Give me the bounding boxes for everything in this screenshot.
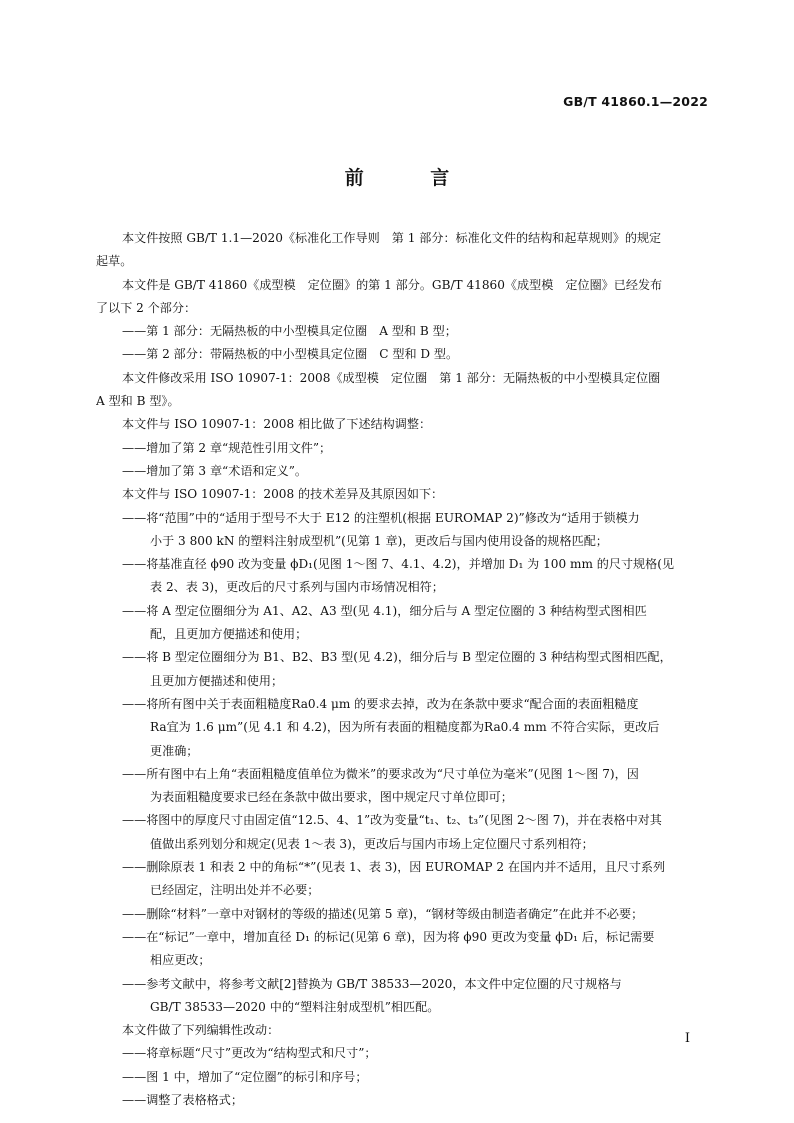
text-line: ——第 2 部分：带隔热板的中小型模具定位圈 C 型和 D 型。	[122, 347, 459, 362]
text-line: ——将所有图中关于表面粗糙度Ra0.4 μm 的要求去掉，改为在条款中要求“配合面的表面粗糙度	[122, 696, 639, 711]
text-line: ——将 B 型定位圈细分为 B1、B2、B3 型(见 4.2)，细分后与 B 型定位圈的 3 种结构型式图相匹配，	[122, 650, 672, 665]
text-line: 本文件做了下列编辑性改动：	[122, 1023, 280, 1038]
text-line: 已经固定，注明出处并不必要；	[150, 883, 320, 898]
text-line: ——调整了表格格式；	[122, 1092, 243, 1107]
text-line: ——删除“材料”一章中对钢材的等级的描述(见第 5 章)，“钢材等级由制造者确定”在此并不必要；	[122, 906, 644, 921]
text-line: ——增加了第 2 章“规范性引用文件”；	[122, 440, 332, 455]
text-line: ——将“范围”中的“适用于型号不大于 E12 的注塑机(根据 EUROMAP 2)”修改为“适用于锁模力	[122, 510, 640, 525]
text-line: 且更加方便描述和使用；	[150, 673, 284, 688]
text-line: 本文件与 ISO 10907-1：2008 相比做了下述结构调整：	[122, 417, 432, 432]
text-line: 相应更改；	[150, 953, 211, 968]
text-line: 为表面粗糙度要求已经在条款中做出要求，图中规定尺寸单位即可；	[150, 790, 513, 805]
text-line: 更准确；	[150, 743, 199, 758]
page-title: 前 言	[344, 167, 480, 189]
text-line: 配，且更加方便描述和使用；	[150, 627, 308, 642]
text-line: ——将图中的厚度尺寸由固定值“12.5、4、1”改为变量“t₁、t₂、t₃”(见图 2～图 7)，并在表格中对其	[122, 813, 662, 828]
text-line: 表 2、表 3)，更改后的尺寸系列与国内市场情况相符；	[150, 580, 444, 595]
text-line: ——删除原表 1 和表 2 中的角标“*”(见表 1、表 3)，因 EUROMAP 2 在国内并不适用，且尺寸系列	[122, 860, 666, 875]
text-line: ——第 1 部分：无隔热板的中小型模具定位圈 A 型和 B 型；	[122, 324, 457, 339]
text-line: 本文件修改采用 ISO 10907-1：2008《成型模 定位圈 第 1 部分：无隔热板的中小型模具定位圈	[122, 370, 661, 385]
standard-number: GB/T 41860.1—2022	[563, 94, 708, 109]
text-line: ——所有图中右上角“表面粗糙度值单位为微米”的要求改为“尺寸单位为毫米”(见图 1～图 7)，因	[122, 766, 639, 781]
text-line: 本文件与 ISO 10907-1：2008 的技术差异及其原因如下：	[122, 487, 444, 502]
text-line: 本文件是 GB/T 41860《成型模 定位圈》的第 1 部分。GB/T 41860《成型模 定位圈》已经发布	[122, 277, 663, 292]
text-line: ——在“标记”一章中，增加直径 D₁ 的标记(见第 6 章)，因为将 ϕ90 更改为变量 ϕD₁ 后，标记需要	[122, 929, 655, 944]
text-line: Ra宜为 1.6 μm”(见 4.1 和 4.2)，因为所有表面的粗糙度都为Ra0.4 mm 不符合实际，更改后	[150, 720, 660, 735]
text-line: ——增加了第 3 章“术语和定义”。	[122, 463, 307, 478]
text-line: ——将章标题“尺寸”更改为“结构型式和尺寸”；	[122, 1046, 377, 1061]
text-line: 值做出系列划分和规定(见表 1～表 3)，更改后与国内市场上定位圈尺寸系列相符；	[150, 836, 594, 851]
text-line: 了以下 2 个部分：	[96, 300, 197, 315]
text-line: 起草。	[96, 254, 133, 269]
text-line: A 型和 B 型》。	[96, 394, 180, 409]
text-line: GB/T 38533—2020 中的“塑料注射成型机”相匹配。	[150, 999, 440, 1014]
text-line: ——图 1 中，增加了“定位圈”的标引和序号；	[122, 1069, 368, 1084]
text-line: 本文件按照 GB/T 1.1—2020《标准化工作导则 第 1 部分：标准化文件的结构和起草规则》的规定	[122, 231, 662, 245]
text-line: ——将基准直径 ϕ90 改为变量 ϕD₁(见图 1～图 7、4.1、4.2)，并增加 D₁ 为 100 mm 的尺寸规格(见	[122, 557, 675, 572]
text-line: ——参考文献中，将参考文献[2]替换为 GB/T 38533—2020，本文件中定位圈的尺寸规格与	[122, 976, 622, 991]
page-number: I	[684, 1031, 690, 1046]
text-line: ——将 A 型定位圈细分为 A1、A2、A3 型(见 4.1)，细分后与 A 型定位圈的 3 种结构型式图相匹	[122, 603, 647, 618]
text-line: 小于 3 800 kN 的塑料注射成型机”(见第 1 章)，更改后与国内使用设备的规格匹配；	[150, 533, 608, 548]
preface-body	[96, 227, 714, 1112]
